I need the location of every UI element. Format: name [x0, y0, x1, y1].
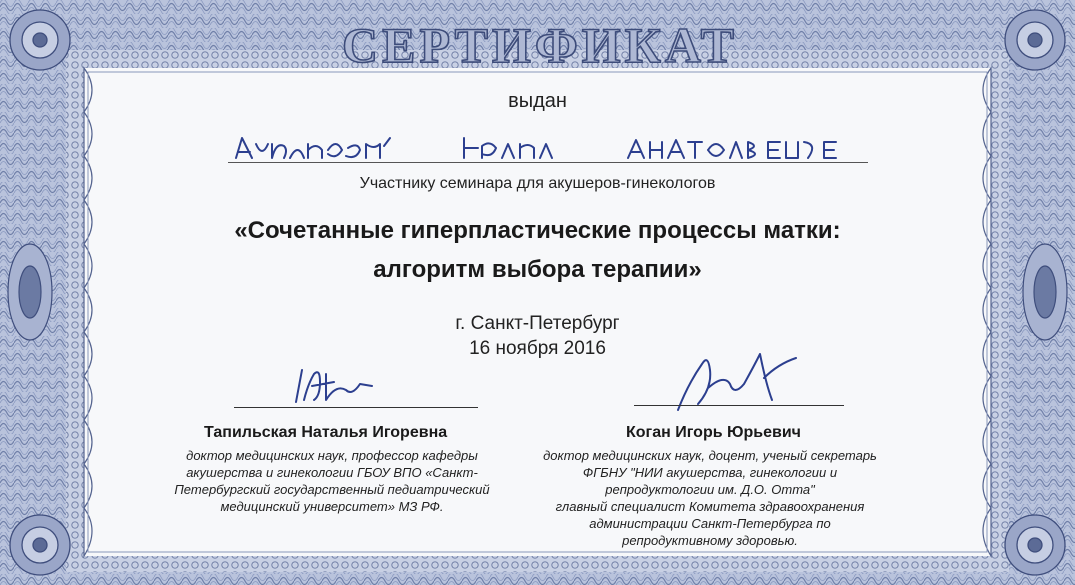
signatory-left-description-line: доктор медицинских наук, профессор кафедры: [186, 448, 478, 463]
issued-label: выдан: [508, 90, 567, 112]
city: г. Санкт-Петербург: [455, 313, 620, 334]
signature-line-left: [234, 407, 478, 408]
signatory-left-description-line: акушерства и гинекологии ГБОУ ВПО «Санкт-: [186, 465, 478, 480]
signatory-right-description-line: ФГБНУ "НИИ акушерства, гинекологии и: [582, 465, 838, 480]
signatory-right-description-line: администрации Санкт-Петербурга по: [589, 516, 831, 531]
signatory-left-name: Тапильская Наталья Игоревна: [204, 424, 448, 441]
certificate-title: [320, 14, 760, 74]
recipient-underline: [228, 162, 868, 163]
signatory-left-description: [147, 447, 517, 515]
signatory-right-description-line: главный специалист Комитета здравоохранения: [555, 499, 865, 514]
certificate-title-text: СЕРТИФИКАТ: [341, 17, 739, 73]
topic-line-1: «Сочетанные гиперпластические процессы матки:: [234, 217, 841, 244]
signature-left: [290, 362, 380, 408]
topic-line-2: алгоритм выбора терапии»: [373, 256, 702, 283]
signatory-right-description: [540, 447, 880, 549]
signature-right: [668, 344, 808, 418]
date: 16 ноября 2016: [469, 338, 606, 359]
signatory-right-description-line: репродуктологии им. Д.О. Отта": [605, 482, 815, 497]
signatory-right-description-line: доктор медицинских наук, доцент, ученый секретарь: [543, 448, 877, 463]
signatory-right-name: Коган Игорь Юрьевич: [626, 424, 801, 441]
signatory-left-description-line: Петербургский государственный педиатрический: [174, 482, 490, 497]
signature-line-right: [634, 405, 844, 406]
signatory-left-description-line: медицинский университет» МЗ РФ.: [220, 499, 444, 514]
participant-text: Участнику семинара для акушеров-гинекологов: [359, 175, 716, 192]
signatory-right-description-line: репродуктивному здоровью.: [622, 533, 798, 548]
